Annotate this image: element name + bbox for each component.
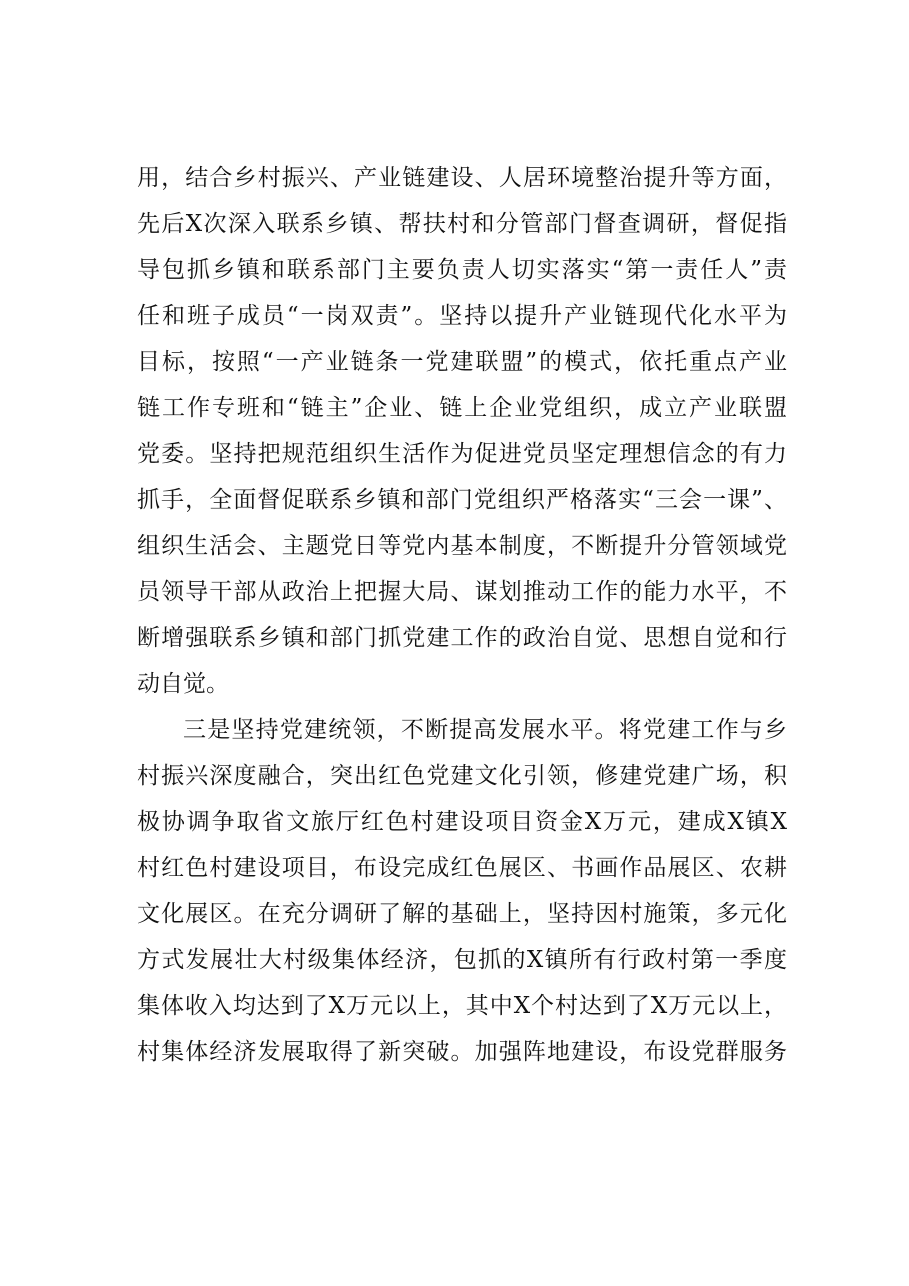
text-line: 村红色村建设项目，布设完成红色展区、书画作品展区、农耕 bbox=[137, 855, 787, 881]
text-line: 先后X次深入联系乡镇、帮扶村和分管部门督查调研，督促指 bbox=[137, 211, 787, 237]
text-line: 村集体经济发展取得了新突破。加强阵地建设，布设党群服务 bbox=[137, 1039, 787, 1065]
text-line: 村振兴深度融合，突出红色党建文化引领，修建党建广场，积 bbox=[137, 763, 787, 789]
text-line: 文化展区。在充分调研了解的基础上，坚持因村施策，多元化 bbox=[137, 901, 787, 927]
text-line: 组织生活会、主题党日等党内基本制度，不断提升分管领域党 bbox=[137, 533, 787, 559]
text-line: 断增强联系乡镇和部门抓党建工作的政治自觉、思想自觉和行 bbox=[137, 625, 787, 651]
text-line: 员领导干部从政治上把握大局、谋划推动工作的能力水平，不 bbox=[137, 579, 787, 605]
text-line: 导包抓乡镇和联系部门主要负责人切实落实“第一责任人”责 bbox=[137, 257, 787, 283]
paragraph-1 bbox=[137, 155, 787, 707]
text-line: 极协调争取省文旅厅红色村建设项目资金X万元，建成X镇X bbox=[137, 809, 787, 835]
text-line: 三是坚持党建统领，不断提高发展水平。将党建工作与乡 bbox=[183, 717, 787, 743]
text-line: 动自觉。 bbox=[137, 671, 229, 697]
text-line: 链工作专班和“链主”企业、链上企业党组织，成立产业联盟 bbox=[137, 395, 787, 421]
document-body bbox=[137, 155, 787, 1075]
text-line: 抓手，全面督促联系乡镇和部门党组织严格落实“三会一课”、 bbox=[137, 487, 787, 513]
paragraph-2 bbox=[137, 707, 787, 1075]
text-line: 目标，按照“一产业链条一党建联盟”的模式，依托重点产业 bbox=[137, 349, 787, 375]
text-line: 党委。坚持把规范组织生活作为促进党员坚定理想信念的有力 bbox=[137, 441, 787, 467]
text-line: 方式发展壮大村级集体经济，包抓的X镇所有行政村第一季度 bbox=[137, 947, 787, 973]
text-line: 任和班子成员“一岗双责”。坚持以提升产业链现代化水平为 bbox=[137, 303, 787, 329]
text-line: 用，结合乡村振兴、产业链建设、人居环境整治提升等方面， bbox=[137, 165, 787, 191]
text-line: 集体收入均达到了X万元以上，其中X个村达到了X万元以上， bbox=[137, 993, 787, 1019]
